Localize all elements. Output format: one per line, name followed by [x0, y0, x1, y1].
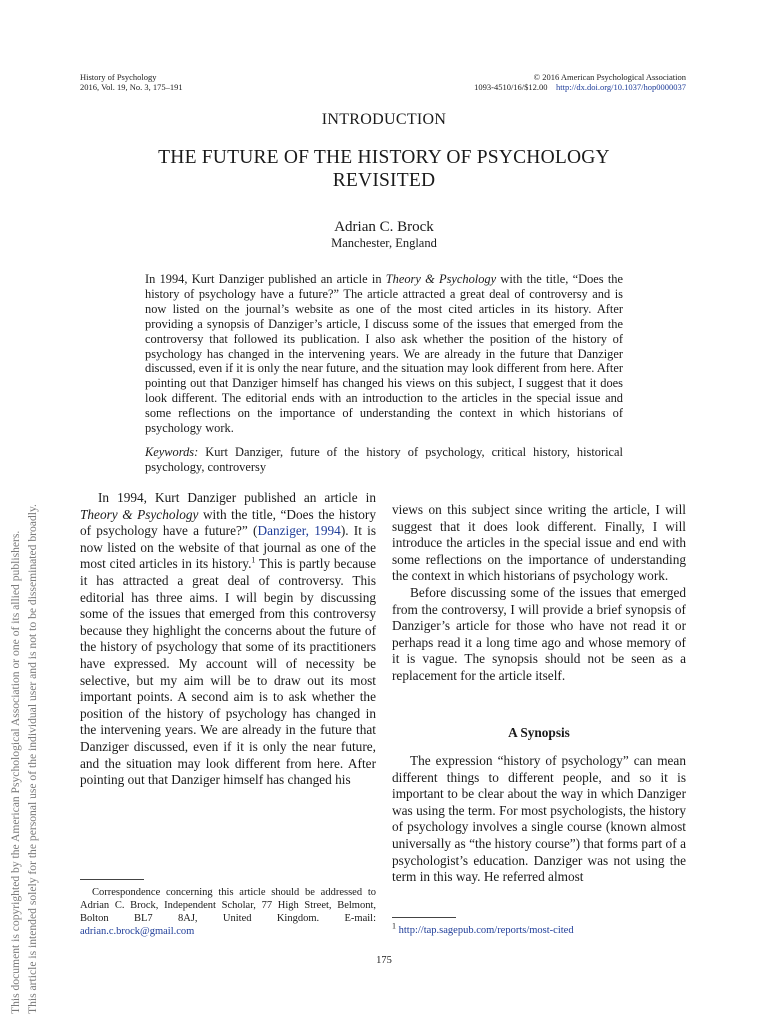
- body-column-right: [392, 502, 686, 685]
- footnote-link[interactable]: http://tap.sagepub.com/reports/most-cited: [398, 925, 574, 936]
- abstract: [145, 272, 623, 436]
- author-name: Adrian C. Brock: [334, 219, 434, 235]
- correspondence-footnote: [80, 887, 376, 939]
- copyright-notice-line-2: This article is intended solely for the personal use of the individual user and is not to be disseminated broadly.: [26, 504, 39, 1014]
- body-text-3: ). It is now listed on the website of that journal as one of the most cited articles in its history.: [80, 523, 376, 572]
- email-link[interactable]: adrian.c.brock@gmail.com: [80, 925, 195, 937]
- body-journal-name: Theory & Psychology: [80, 506, 199, 522]
- body-column-left: [80, 490, 376, 789]
- title-line-1: THE FUTURE OF THE HISTORY OF PSYCHOLOGY: [158, 147, 610, 168]
- footnote-divider-right: [392, 917, 456, 918]
- footnote-divider-left: [80, 879, 144, 880]
- citation-link[interactable]: Danziger, 1994: [257, 523, 341, 539]
- running-header-left: [80, 72, 183, 92]
- copyright-notice-line-1: This document is copyrighted by the American Psychological Association or one of its allied publishers.: [9, 530, 22, 1014]
- paragraph-synopsis: The expression “history of psychology” can mean different things to different people, and so it is important to be clear about the way in which Danziger was using the term. For most psychologists, the history of psychology involves a single course (known almost universally as “the history course”) that forms part of a psychologist’s education. Danziger was not using the term in this way. He referred almost: [392, 753, 686, 885]
- journal-citation: 2016, Vol. 19, No. 3, 175–191: [80, 82, 183, 92]
- author-affiliation: Manchester, England: [331, 236, 437, 250]
- title-line-2: REVISITED: [332, 170, 436, 191]
- footnote-marker[interactable]: 1: [251, 555, 256, 565]
- correspondence-text: Correspondence concerning this article should be addressed to Adrian C. Brock, Independent Scholar, 77 High Street, Belmont, Bolton BL7 8AJ, United Kingdom. E-mail:: [80, 887, 376, 924]
- body-text-2: with the title, “Does the history of psychology have a future?” (: [80, 506, 376, 539]
- issn-doi-line: [400, 82, 686, 92]
- keywords-label: Keywords:: [145, 445, 199, 459]
- footnote-1: [392, 921, 686, 938]
- section-heading-synopsis: A Synopsis: [508, 725, 570, 740]
- doi-link[interactable]: http://dx.doi.org/10.1037/hop0000037: [556, 82, 686, 92]
- keywords-text: Kurt Danziger, future of the history of psychology, critical history, historical psychology, controversy: [145, 445, 623, 474]
- abstract-text-2: with the title, “Does the history of psychology have a future?” The article attracted a great deal of controversy and is now listed on the journal’s website as one of the most cited articles in its history. After providing a synopsis of Danziger’s article, I discuss some of the issues that emerged from the controversy that followed its publication. I also ask whether the position of the history of psychology has changed in the intervening years. We are already in the future that Danziger discussed, even if it is only the near future, and the situation may look different from here. After pointing out that Danziger himself has changed his views on this subject, I suggest that it does look different. The editorial ends with an introduction to the articles in the special issue and some reflections on the importance of understanding the context in which historians of psychology work.: [145, 272, 623, 436]
- paragraph-continuation: views on this subject since writing the article, I will suggest that it does look different. Finally, I will introduce the articles in the special issue and end with some reflections on the importance of understanding the context in which historians of psychology work.: [392, 502, 686, 584]
- paragraph-before-synopsis: Before discussing some of the issues that emerged from the controversy, I will provide a brief synopsis of Danziger’s article for those who have not read it or perhaps read it a long time ago and whose memory of it is vague. The synopsis should not be seen as a replacement for the article itself.: [392, 584, 686, 683]
- body-text-1: In 1994, Kurt Danziger published an article in: [98, 490, 376, 505]
- footnote-number: 1: [392, 921, 396, 931]
- abstract-text-1: In 1994, Kurt Danziger published an article in: [145, 272, 386, 286]
- copyright-line: © 2016 American Psychological Association: [533, 72, 686, 82]
- body-text-4: This is partly because it has attracted a great deal of controversy. This editorial has three aims. I will begin by discussing some of the issues that emerged from this controversy because they highlight the concerns about the future of the history of psychology that some of its practitioners have expressed. My account will of necessity be selective, but my aim will be to draw out its most important points. A second aim is to ask whether the position of the history of psychology has changed in the intervening years. We are already in the future that Danziger discussed, even if it is only the near future, and the situation may look different from here. After pointing out that Danziger himself has changed his: [80, 556, 376, 788]
- issn: 1093-4510/16/$12.00: [474, 82, 548, 92]
- keywords: [145, 445, 623, 475]
- body-column-right-lower: [392, 753, 686, 886]
- abstract-journal-name: Theory & Psychology: [385, 272, 497, 286]
- page-number: 175: [376, 955, 392, 966]
- journal-name: History of Psychology: [80, 72, 157, 82]
- article-title: [80, 146, 688, 192]
- running-header-right: [400, 72, 686, 92]
- section-label: INTRODUCTION: [321, 111, 447, 128]
